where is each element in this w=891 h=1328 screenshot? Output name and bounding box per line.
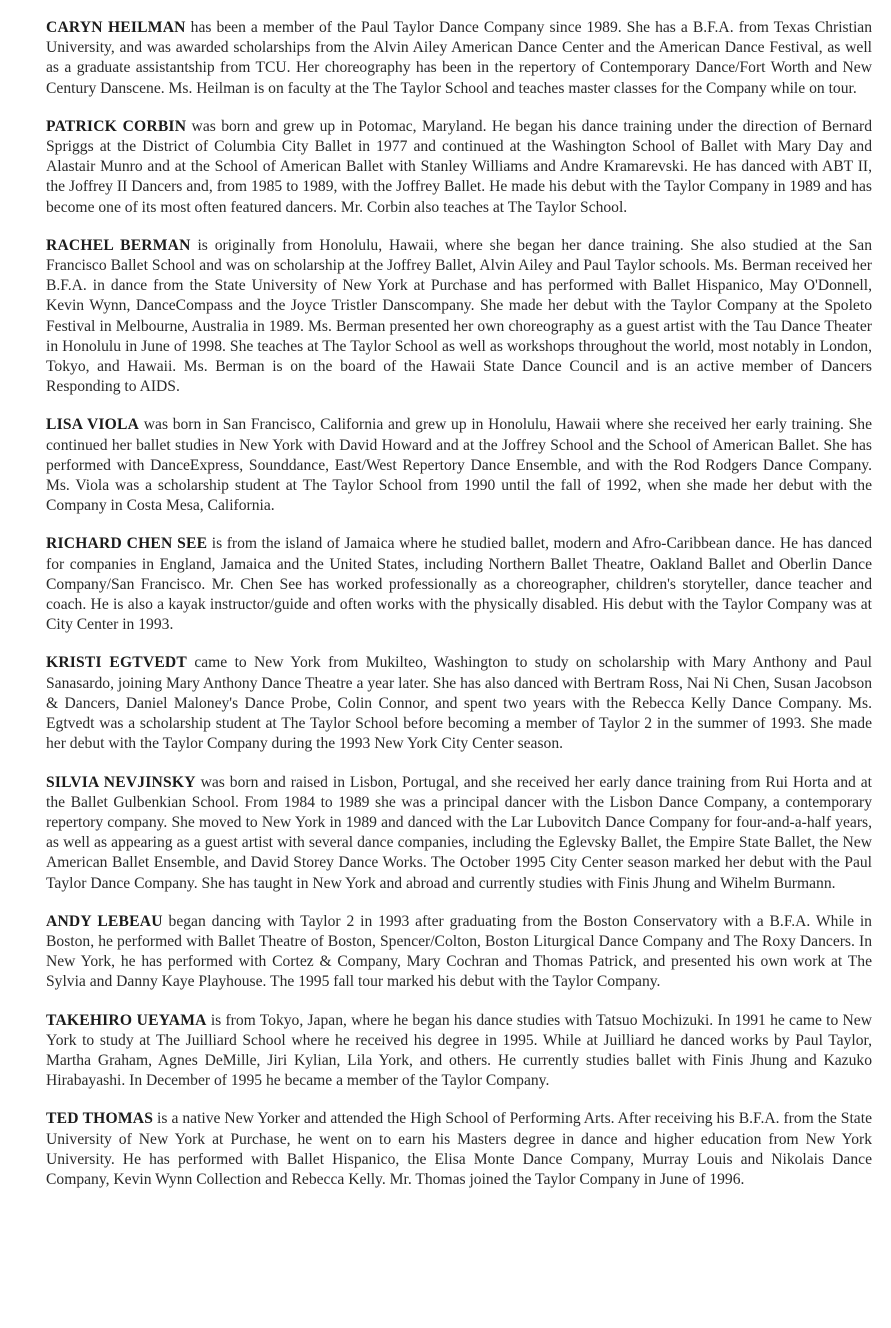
bio-name: ANDY LEBEAU — [46, 912, 163, 930]
bio-patrick-corbin — [46, 117, 872, 218]
bio-silvia-nevjinsky — [46, 773, 872, 894]
bio-text: came to New York from Mukilteo, Washington to study on scholarship with Mary Anthony and Paul Sanasardo, joining Mary Anthony Dance Theatre a year later. She has also danced with Bertram Ross, Nai Ni Chen, Susan Jacobson & Dancers, Daniel Maloney's Dance Probe, Colin Connor, and spent two years with the Rebecca Kelly Dance Company. Ms. Egtvedt was a scholarship student at The Taylor School before becoming a member of Taylor 2 in the summer of 1993. She made her debut with the Taylor Company during the 1993 New York City Center season. — [46, 654, 872, 753]
bio-text: was born and raised in Lisbon, Portugal, and she received her early dance training from Rui Horta and at the Ballet Gulbenkian School. From 1984 to 1989 she was a principal dancer with the Lisbon Dance Company, a contemporary repertory company. She moved to New York in 1989 and danced with the Lar Lubovitch Dance Company for four-and-a-half years, as well as appearing as a guest artist with several dance companies, including the Eglevsky Ballet, the Empire State Ballet, the New American Ballet Ensemble, and David Storey Dance Works. The October 1995 City Center season marked her debut with the Paul Taylor Dance Company. She has taught in New York and abroad and currently studies with Finis Jhung and Wihelm Burmann. — [46, 773, 872, 892]
bio-name: RACHEL BERMAN — [46, 236, 191, 254]
bio-name: SILVIA NEVJINSKY — [46, 773, 196, 791]
bio-ted-thomas — [46, 1109, 872, 1190]
bio-text: was born and grew up in Potomac, Maryland. He began his dance training under the direction of Bernard Spriggs at the District of Columbia City Ballet in 1977 and continued at the Washington School of Ballet with Mary Day and Alastair Munro and at the School of American Ballet with Stanley Williams and Andre Kramarevski. He has danced with ABT II, the Joffrey II Dancers and, from 1985 to 1989, with the Joffrey Ballet. He made his debut with the Taylor Company in 1989 and has become one of its most often featured dancers. Mr. Corbin also teaches at The Taylor School. — [46, 117, 872, 216]
bio-page — [46, 18, 872, 1208]
bio-lisa-viola — [46, 415, 872, 516]
bio-andy-lebeau — [46, 912, 872, 993]
bio-richard-chen-see — [46, 534, 872, 635]
bio-name: TAKEHIRO UEYAMA — [46, 1011, 207, 1029]
bio-name: KRISTI EGTVEDT — [46, 654, 187, 672]
bio-name: RICHARD CHEN SEE — [46, 535, 208, 553]
bio-caryn-heilman — [46, 18, 872, 99]
bio-text: is from Tokyo, Japan, where he began his dance studies with Tatsuo Mochizuki. In 1991 he came to New York to study at The Juilliard School where he received his degree in 1995. While at Juilliard he danced works by Paul Taylor, Martha Graham, Agnes DeMille, Jiri Kylian, Lila York, and others. He currently studies ballet with Finis Jhung and Kazuko Hirabayashi. In December of 1995 he became a member of the Taylor Company. — [46, 1011, 872, 1090]
bio-name: CARYN HEILMAN — [46, 19, 186, 36]
bio-text: was born in San Francisco, California and grew up in Honolulu, Hawaii where she received her early training. She continued her ballet studies in New York with David Howard and at the Joffrey School and the School of American Ballet. She has performed with DanceExpress, Sounddance, East/West Repertory Dance Ensemble, and with the Rod Rodgers Dance Company. Ms. Viola was a scholarship student at The Taylor School from 1990 until the fall of 1992, when she made her debut with the Company in Costa Mesa, California. — [46, 416, 873, 515]
bio-rachel-berman — [46, 236, 872, 398]
bio-name: LISA VIOLA — [46, 416, 140, 434]
bio-text: is a native New Yorker and attended the High School of Performing Arts. After receiving his B.F.A. from the State University of New York at Purchase, he went on to earn his Masters degree in dance and higher education from New York University. He has performed with Ballet Hispanico, the Elisa Monte Dance Company, Murray Louis and Nikolais Dance Company, Kevin Wynn Collection and Rebecca Kelly. Mr. Thomas joined the Taylor Company in June of 1996. — [46, 1110, 872, 1188]
bio-text: began dancing with Taylor 2 in 1993 after graduating from the Boston Conservatory with a B.F.A. While in Boston, he performed with Ballet Theatre of Boston, Spencer/Colton, Boston Liturgical Dance Company and The Roxy Dancers. In New York, he has performed with Cortez & Company, Mary Cochran and Thomas Patrick, and presented his own work at The Sylvia and Danny Kaye Playhouse. The 1995 fall tour marked his debut with the Taylor Company. — [46, 912, 872, 991]
bio-takehiro-ueyama — [46, 1011, 872, 1092]
bio-name: TED THOMAS — [46, 1110, 154, 1128]
bio-text: is originally from Honolulu, Hawaii, where she began her dance training. She also studied at the San Francisco Ballet School and was on scholarship at the Joffrey Ballet, Alvin Ailey and Paul Taylor schools. Ms. Berman received her B.F.A. in dance from the State University of New York at Purchase and has performed with Ballet Hispanico, May O'Donnell, Kevin Wynn, DanceCompass and the Joyce Tristler Danscompany. She made her debut with the Taylor Company at the Spoleto Festival in Melbourne, Australia in 1989. Ms. Berman presented her own choreography as a guest artist with the Tau Dance Theater in Honolulu in June of 1998. She teaches at The Taylor School as well as workshops throughout the world, most notably in London, Tokyo, and Hawaii. Ms. Berman is on the board of the Hawaii State Dance Council and is an active member of Dancers Responding to AIDS. — [46, 236, 872, 396]
bio-text: is from the island of Jamaica where he studied ballet, modern and Afro-Caribbean dance. He has danced for companies in England, Jamaica and the United States, including Northern Ballet Theatre, Oakland Ballet and Oberlin Dance Company/San Francisco. Mr. Chen See has worked professionally as a choreographer, children's storyteller, dance teacher and coach. He is also a kayak instructor/guide and often works with the physically disabled. His debut with the Taylor Company was at City Center in 1993. — [46, 535, 872, 634]
bio-text: has been a member of the Paul Taylor Dance Company since 1989. She has a B.F.A. from Texas Christian University, and was awarded scholarships from the Alvin Ailey American Dance Center and the American Dance Festival, as well as a graduate assistantship from TCU. Her choreography has been in the repertory of Contemporary Dance/Fort Worth and New Century Danscene. Ms. Heilman is on faculty at the The Taylor School and teaches master classes for the Company while on tour. — [46, 19, 873, 97]
bio-kristi-egtvedt — [46, 653, 872, 754]
bio-name: PATRICK CORBIN — [46, 117, 187, 135]
